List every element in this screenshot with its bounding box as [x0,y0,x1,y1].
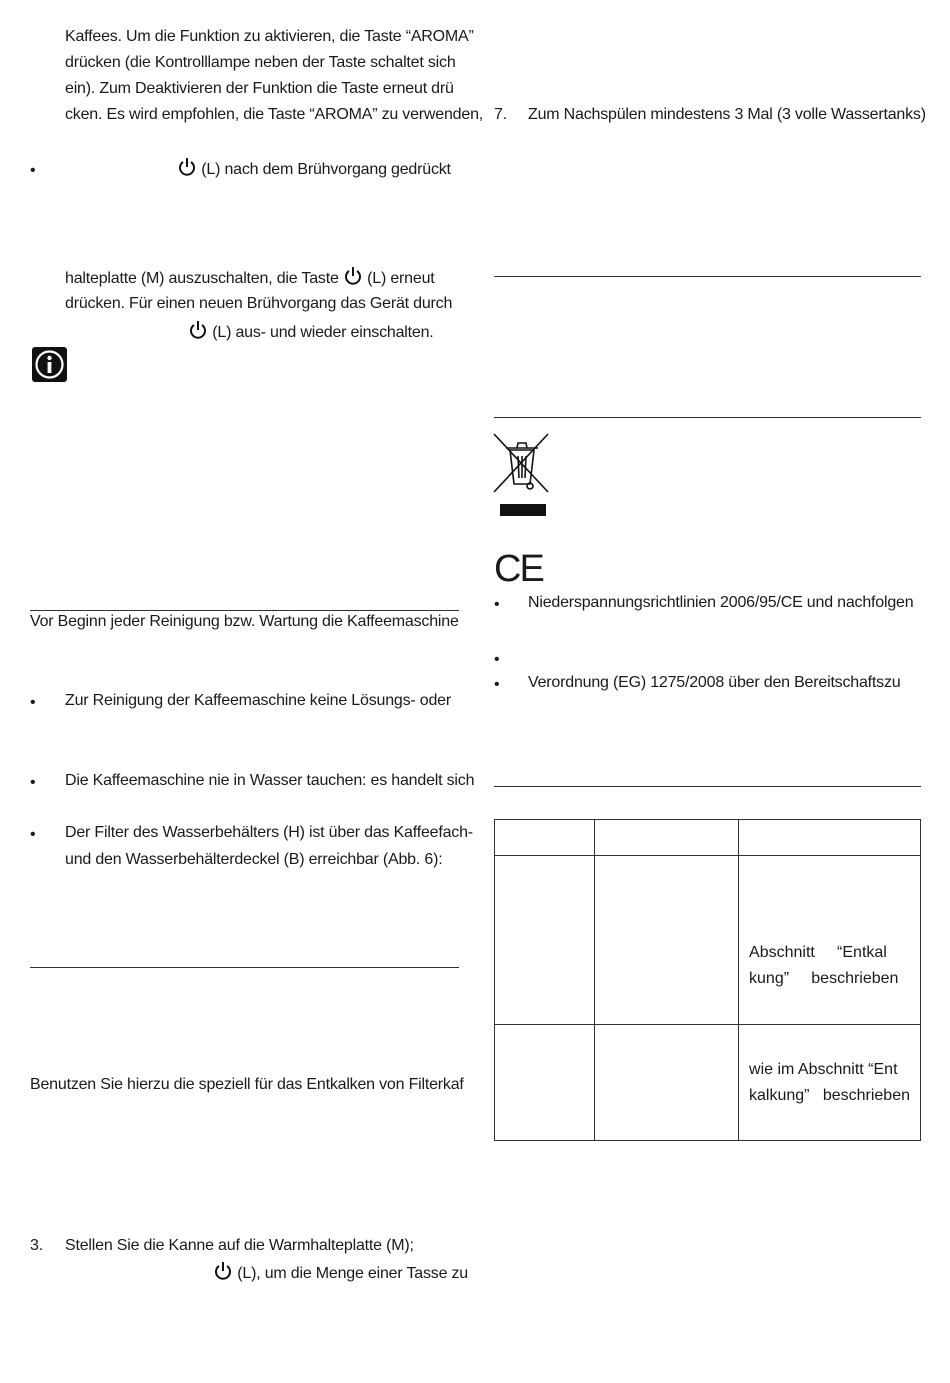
table-row [495,820,921,856]
table-cell [495,856,595,1025]
troubleshooting-table [494,819,921,1141]
descale-text: Benutzen Sie hierzu die speziell für das Entkalken von Filterkaf [30,1076,464,1093]
step-text: (L), um die Menge einer Tasse zu [237,1265,469,1282]
power-bullet-line [177,156,451,183]
bullet-marker: • [494,596,500,613]
bullet-text: Niederspannungsrichtlinien 2006/95/CE und nachfolgen [528,594,914,611]
paragraph-line: ein). Zum Deaktivieren der Funktion die Taste erneut drü [65,80,454,97]
paragraph-text: (L) erneut [367,270,435,287]
bullet-text: Verordnung (EG) 1275/2008 über den Bereitschaftszu [528,674,901,691]
step-text: Stellen Sie die Kanne auf die Warmhalteplatte (M); [65,1237,414,1254]
paragraph-line: drücken (die Kontrolllampe neben der Taste schaltet sich [65,54,456,71]
table-cell [594,820,738,856]
step-text-line [213,1260,468,1287]
table-cell [739,856,921,1025]
paragraph-line [188,319,434,346]
bullet-marker: • [30,774,36,791]
bullet-marker: • [30,162,36,179]
paragraph-line: drücken. Für einen neuen Brühvorgang das Gerät durch [65,295,453,312]
paragraph-line: Kaffees. Um die Funktion zu aktivieren, die Taste “AROMA” [65,28,474,45]
table-cell [594,1025,738,1141]
cleaning-intro: Vor Beginn jeder Reinigung bzw. Wartung die Kaffeemaschine [30,613,459,630]
table-cell [739,1025,921,1141]
bullet-marker: • [30,694,36,711]
section-divider [494,276,921,277]
cell-line: kung” beschrieben [749,970,899,987]
table-cell [739,820,921,856]
power-icon [177,156,197,178]
bullet-text: Die Kaffeemaschine nie in Wasser tauchen: es handelt sich [65,772,475,789]
ce-mark: CE [494,548,543,590]
bullet-marker: • [30,826,36,843]
step-number: 3. [30,1237,43,1254]
cell-line: wie im Abschnitt “Ent [749,1061,898,1078]
bullet-marker: • [494,651,500,668]
paragraph-text: halteplatte (M) auszuschalten, die Taste [65,270,339,287]
paragraph-text: (L) aus- und wieder einschalten. [212,324,434,341]
weee-bin-icon [492,432,550,518]
power-icon [188,319,208,341]
table-row [495,856,921,1025]
bullet-marker: • [494,676,500,693]
power-icon [343,265,363,287]
paragraph-line: cken. Es wird empfohlen, die Taste “AROMA” zu verwenden, [65,106,484,123]
section-divider [494,786,921,787]
info-icon [32,347,67,382]
step-text: Zum Nachspülen mindestens 3 Mal (3 volle Wassertanks) [528,106,926,123]
cell-line: Abschnitt “Entkal [749,944,887,961]
table-cell [594,856,738,1025]
table-cell [495,820,595,856]
bullet-text: Der Filter des Wasserbehälters (H) ist über das Kaffeefach- [65,824,473,841]
step-number: 7. [494,106,507,123]
table-cell [495,1025,595,1141]
cell-line: kalkung” beschrieben [749,1087,910,1104]
bullet-text: Zur Reinigung der Kaffeemaschine keine Lösungs- oder [65,692,451,709]
bullet-text: und den Wasserbehälterdeckel (B) erreichbar (Abb. 6): [65,851,443,868]
power-icon [213,1260,233,1282]
power-bullet-text: (L) nach dem Brühvorgang gedrückt [201,161,451,178]
paragraph-line [65,265,435,292]
table-row [495,1025,921,1141]
section-divider [494,417,921,418]
section-divider [30,967,459,968]
